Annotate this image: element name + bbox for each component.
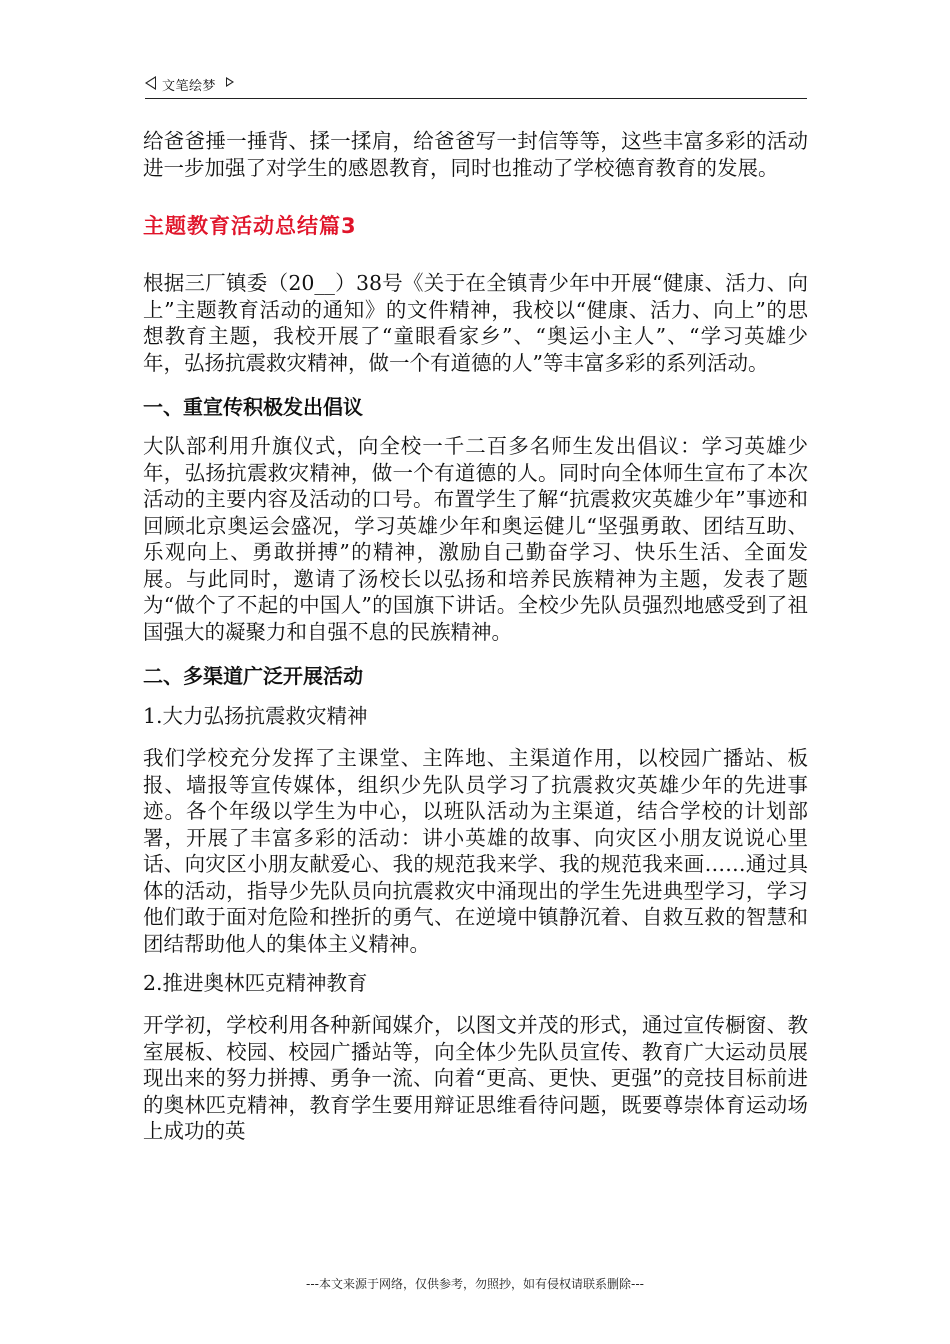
subheading-one: 1.大力弘扬抗震救灾精神 (143, 704, 368, 728)
page-footer: ---本文来源于网络，仅供参考，勿照抄，如有侵权请联系删除--- (306, 1277, 644, 1291)
paragraph-olympic-spirit: 开学初，学校利用各种新闻媒介，以图文并茂的形式，通过宣传橱窗、教室展板、校园、校园广播站等，向全体少先队员宣传、教育广大运动员展现出来的努力拼搏、勇争一流、向着“更高、更快、更强”的竞技目标前进的奥林匹克精神，教育学生要用辩证思维看待问题，既要尊崇体育运动场上成功的英 (143, 1013, 808, 1143)
paragraph-background: 根据三厂镇委（20__）38号《关于在全镇青少年中开展“健康、活力、向上”主题教育活动的通知》的文件精神，我校以“健康、活力、向上”的思想教育主题，我校开展了“童眼看家乡”、“奥运小主人”、“学习英雄少年，弘扬抗震救灾精神，做一个有道德的人”等丰富多彩的系列活动。 (143, 271, 808, 375)
page-header (145, 74, 807, 99)
paragraph-earthquake-spirit: 我们学校充分发挥了主课堂、主阵地、主渠道作用，以校园广播站、板报、墙报等宣传媒体，组织少先队员学习了抗震救灾英雄少年的先进事迹。各个年级以学生为中心，以班队活动为主渠道，结合学校的计划部署，开展了丰富多彩的活动：讲小英雄的故事、向灾区小朋友说说心里话、向灾区小朋友献爱心、我的规范我来学、我的规范我来画……通过具体的活动，指导少先队员向抗震救灾中涌现出的学生先进典型学习，学习他们敢于面对危险和挫折的勇气、在逆境中镇静沉着、自救互救的智慧和团结帮助他人的集体主义精神。 (143, 746, 808, 956)
subheading-two: 2.推进奥林匹克精神教育 (143, 971, 368, 995)
brand-name: 文笔绘梦 (162, 79, 217, 94)
triangle-left-icon (145, 76, 156, 90)
paragraph-intro: 给爸爸捶一捶背、揉一揉肩，给爸爸写一封信等等，这些丰富多彩的活动进一步加强了对学生的感恩教育，同时也推动了学校德育教育的发展。 (143, 129, 808, 180)
document-body (143, 128, 808, 1145)
heading-two: 二、多渠道广泛开展活动 (143, 664, 363, 688)
heading-one: 一、重宣传积极发出倡议 (143, 395, 363, 419)
section-title: 主题教育活动总结篇3 (143, 214, 357, 238)
paragraph-initiative: 大队部利用升旗仪式，向全校一千二百多名师生发出倡议：学习英雄少年，弘扬抗震救灾精神，做一个有道德的人。同时向全体师生宣布了本次活动的主要内容及活动的口号。布置学生了解“抗震救灾英雄少年”事迹和回顾北京奥运会盛况，学习英雄少年和奥运健儿“坚强勇敢、团结互助、乐观向上、勇敢拼搏”的精神，激励自己勤奋学习、快乐生活、全面发展。与此同时，邀请了汤校长以弘扬和培养民族精神为主题，发表了题为“做个了不起的中国人”的国旗下讲话。全校少先队员强烈地感受到了祖国强大的凝聚力和自强不息的民族精神。 (143, 434, 808, 644)
triangle-right-icon (226, 77, 234, 87)
